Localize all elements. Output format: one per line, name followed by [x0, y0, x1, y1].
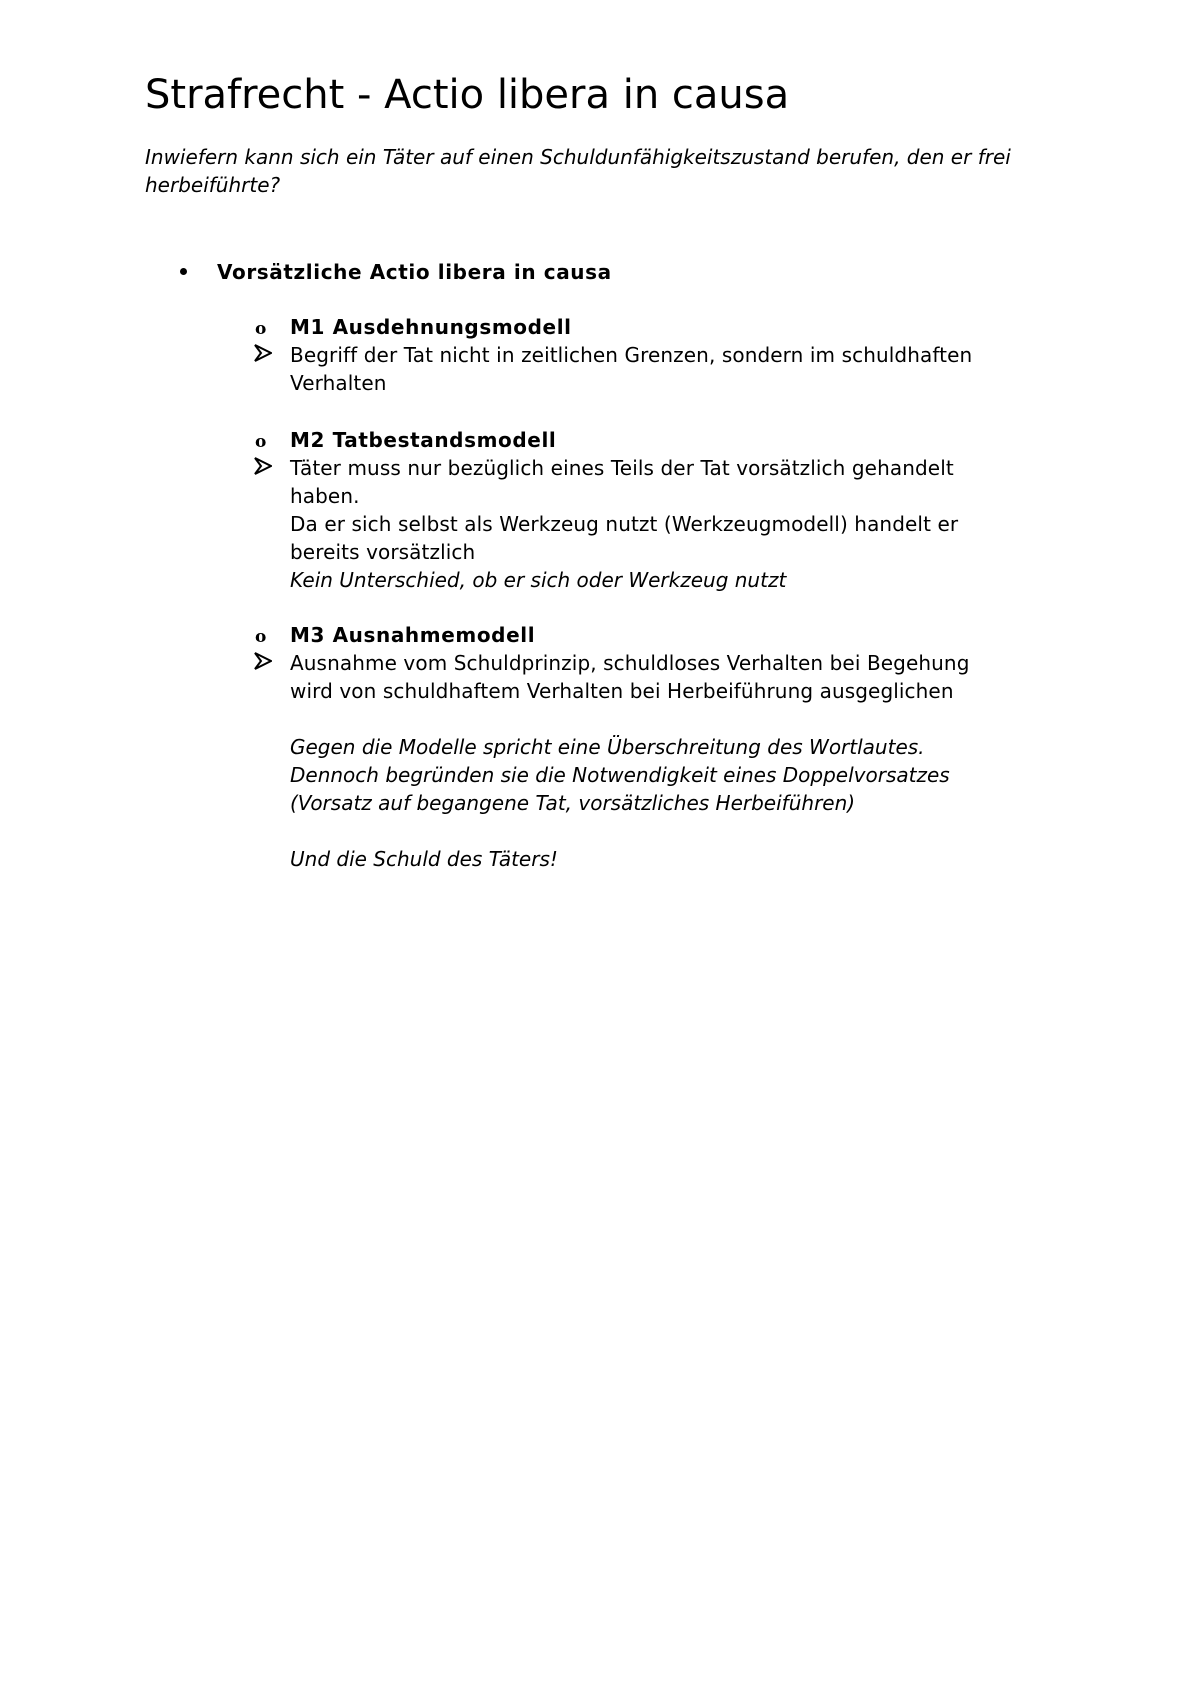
model-1-line: Begriff der Tat nicht in zeitlichen Grenzen, sondern im schuldhaften	[290, 343, 973, 367]
circle-bullet-icon: o	[255, 627, 267, 647]
circle-bullet-icon: o	[255, 319, 267, 339]
model-2-heading: M2 Tatbestandsmodell	[290, 428, 557, 452]
model-2-line: Da er sich selbst als Werkzeug nutzt (Werkzeugmodell) handelt er	[290, 512, 959, 536]
circle-bullet-icon: o	[255, 432, 267, 452]
bullet-icon	[180, 268, 187, 275]
model-1-heading: M1 Ausdehnungsmodell	[290, 315, 572, 339]
model-3-line: Ausnahme vom Schuldprinzip, schuldloses Verhalten bei Begehung	[290, 651, 970, 675]
arrow-bullet-icon	[254, 652, 272, 670]
model-3-heading: M3 Ausnahmemodell	[290, 623, 536, 647]
model-2-line: bereits vorsätzlich	[290, 540, 476, 564]
arrow-bullet-icon	[254, 457, 272, 475]
model-2-line: Täter muss nur bezüglich eines Teils der Tat vorsätzlich gehandelt	[290, 456, 954, 480]
guiding-question: Inwiefern kann sich ein Täter auf einen Schuldunfähigkeitszustand berufen, den er frei herbeiführte?	[145, 145, 1011, 197]
model-2-italic-note: Kein Unterschied, ob er sich oder Werkzeug nutzt	[290, 568, 787, 592]
document-title: Strafrecht - Actio libera in causa	[145, 72, 790, 118]
model-1-line: Verhalten	[290, 371, 387, 395]
closing-remark: Und die Schuld des Täters!	[290, 847, 558, 871]
model-2-line: haben.	[290, 484, 360, 508]
critique-line: Gegen die Modelle spricht eine Überschreitung des Wortlautes.	[290, 735, 925, 759]
arrow-bullet-icon	[254, 344, 272, 362]
critique-line: (Vorsatz auf begangene Tat, vorsätzliches Herbeiführen)	[290, 791, 856, 815]
model-3-line: wird von schuldhaftem Verhalten bei Herbeiführung ausgeglichen	[290, 679, 954, 703]
critique-line: Dennoch begründen sie die Notwendigkeit eines Doppelvorsatzes	[290, 763, 950, 787]
section-heading: Vorsätzliche Actio libera in causa	[217, 260, 612, 284]
